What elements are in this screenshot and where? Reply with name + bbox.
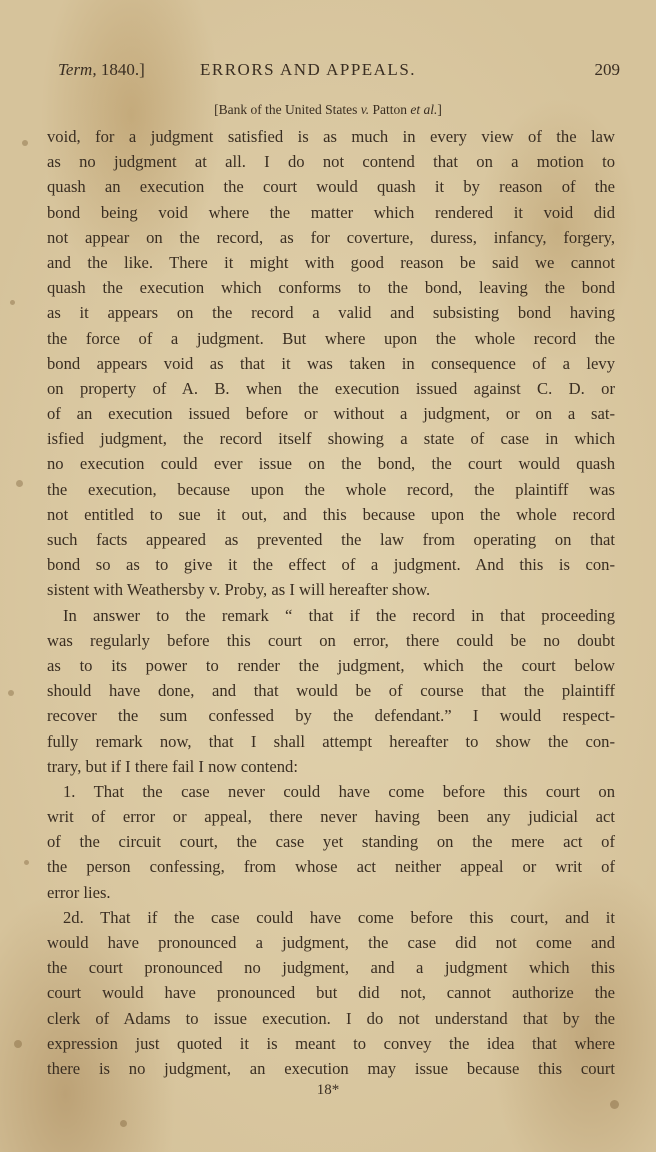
text-line: writ of error or appeal, there never having been any judicial act xyxy=(47,807,615,827)
text-line: and the like. There it might with good reason be said we cannot xyxy=(47,252,615,272)
running-header xyxy=(58,60,620,88)
case-ref-versus: v. xyxy=(360,102,370,117)
text-line: there is no judgment, an execution may issue because this court xyxy=(47,1058,615,1078)
foxing-spot xyxy=(10,300,15,305)
foxing-spot xyxy=(14,1040,22,1048)
text-line: void, for a judgment satisfied is as much in every view of the law xyxy=(47,127,615,146)
text-line: expression just quoted it is meant to convey the idea that where xyxy=(47,1033,615,1053)
term-label xyxy=(58,60,145,80)
case-ref-prefix: [Bank of the United States xyxy=(214,102,361,117)
text-line: no execution could ever issue on the bond, the court would quash xyxy=(47,454,615,474)
text-line: bond appears void as that it was taken in consequence of a levy xyxy=(47,353,615,373)
text-line: not entitled to sue it out, and this because upon the whole record xyxy=(47,504,615,524)
foxing-spot xyxy=(120,1120,127,1127)
foxing-spot xyxy=(22,140,28,146)
text-line: would have pronounced a judgment, the case did not come and xyxy=(47,933,615,952)
text-line: as it appears on the record a valid and subsisting bond having xyxy=(47,303,615,323)
body-text xyxy=(47,124,615,1081)
text-line: was regularly before this court on error, there could be no doubt xyxy=(47,630,615,650)
case-ref-etal: et al. xyxy=(410,102,438,117)
text-line: the court pronounced no judgment, and a judgment which this xyxy=(47,958,615,978)
text-line: not appear on the record, as for coverture, duress, infancy, forgery, xyxy=(47,227,615,247)
text-line: such facts appeared as prevented the law from operating on that xyxy=(47,530,615,549)
text-line: of the circuit court, the case yet standing on the mere act of xyxy=(47,832,615,852)
text-line: sistent with Weathersby v. Proby, as I will hereafter show. xyxy=(47,580,431,600)
text-line: error lies. xyxy=(47,882,111,902)
text-line: as to its power to render the judgment, which the court below xyxy=(47,655,615,675)
text-line: should have done, and that would be of course that the plaintiff xyxy=(47,681,615,701)
foxing-spot xyxy=(610,1100,619,1109)
text-line: trary, but if I there fail I now contend: xyxy=(47,756,298,776)
text-line: isfied judgment, the record itself showing a state of case in which xyxy=(47,429,615,449)
text-line: 1. That the case never could have come before this court on xyxy=(63,781,615,801)
foxing-spot xyxy=(24,860,29,865)
text-line: of an execution issued before or without a judgment, or on a sat- xyxy=(47,404,615,424)
foxing-spot xyxy=(16,480,23,487)
signature-mark: 18* xyxy=(316,1082,340,1098)
term-italic: Term, xyxy=(58,60,97,79)
text-line: bond so as to give it the effect of a judgment. And this is con- xyxy=(47,555,615,575)
text-line: the execution, because upon the whole record, the plaintiff was xyxy=(47,479,615,499)
text-line: recover the sum confessed by the defendant.” I would respect- xyxy=(47,706,615,726)
case-reference xyxy=(0,102,656,118)
term-year: 1840.] xyxy=(96,60,145,79)
foxing-spot xyxy=(8,690,14,696)
text-line: 2d. That if the case could have come before this court, and it xyxy=(63,907,615,927)
running-title: ERRORS AND APPEALS. xyxy=(200,60,417,79)
case-ref-suffix: ] xyxy=(437,102,442,117)
page-number: 209 xyxy=(594,60,620,79)
text-line: the force of a judgment. But where upon the whole record the xyxy=(47,328,615,348)
text-line: the person confessing, from whose act neither appeal or writ of xyxy=(47,857,615,877)
text-line: In answer to the remark “ that if the record in that proceeding xyxy=(63,605,615,625)
text-line: fully remark now, that I shall attempt hereafter to show the con- xyxy=(47,731,615,751)
case-ref-middle: Patton xyxy=(369,102,411,117)
text-line: bond being void where the matter which rendered it void did xyxy=(47,202,615,222)
text-line: court would have pronounced but did not, cannot authorize the xyxy=(47,983,615,1003)
text-line: quash the execution which conforms to the bond, leaving the bond xyxy=(47,278,615,298)
text-line: quash an execution the court would quash it by reason of the xyxy=(47,177,615,197)
text-line: on property of A. B. when the execution issued against C. D. or xyxy=(47,378,615,398)
text-line: as no judgment at all. I do not contend that on a motion to xyxy=(47,152,615,172)
text-line: clerk of Adams to issue execution. I do not understand that by the xyxy=(47,1008,615,1028)
